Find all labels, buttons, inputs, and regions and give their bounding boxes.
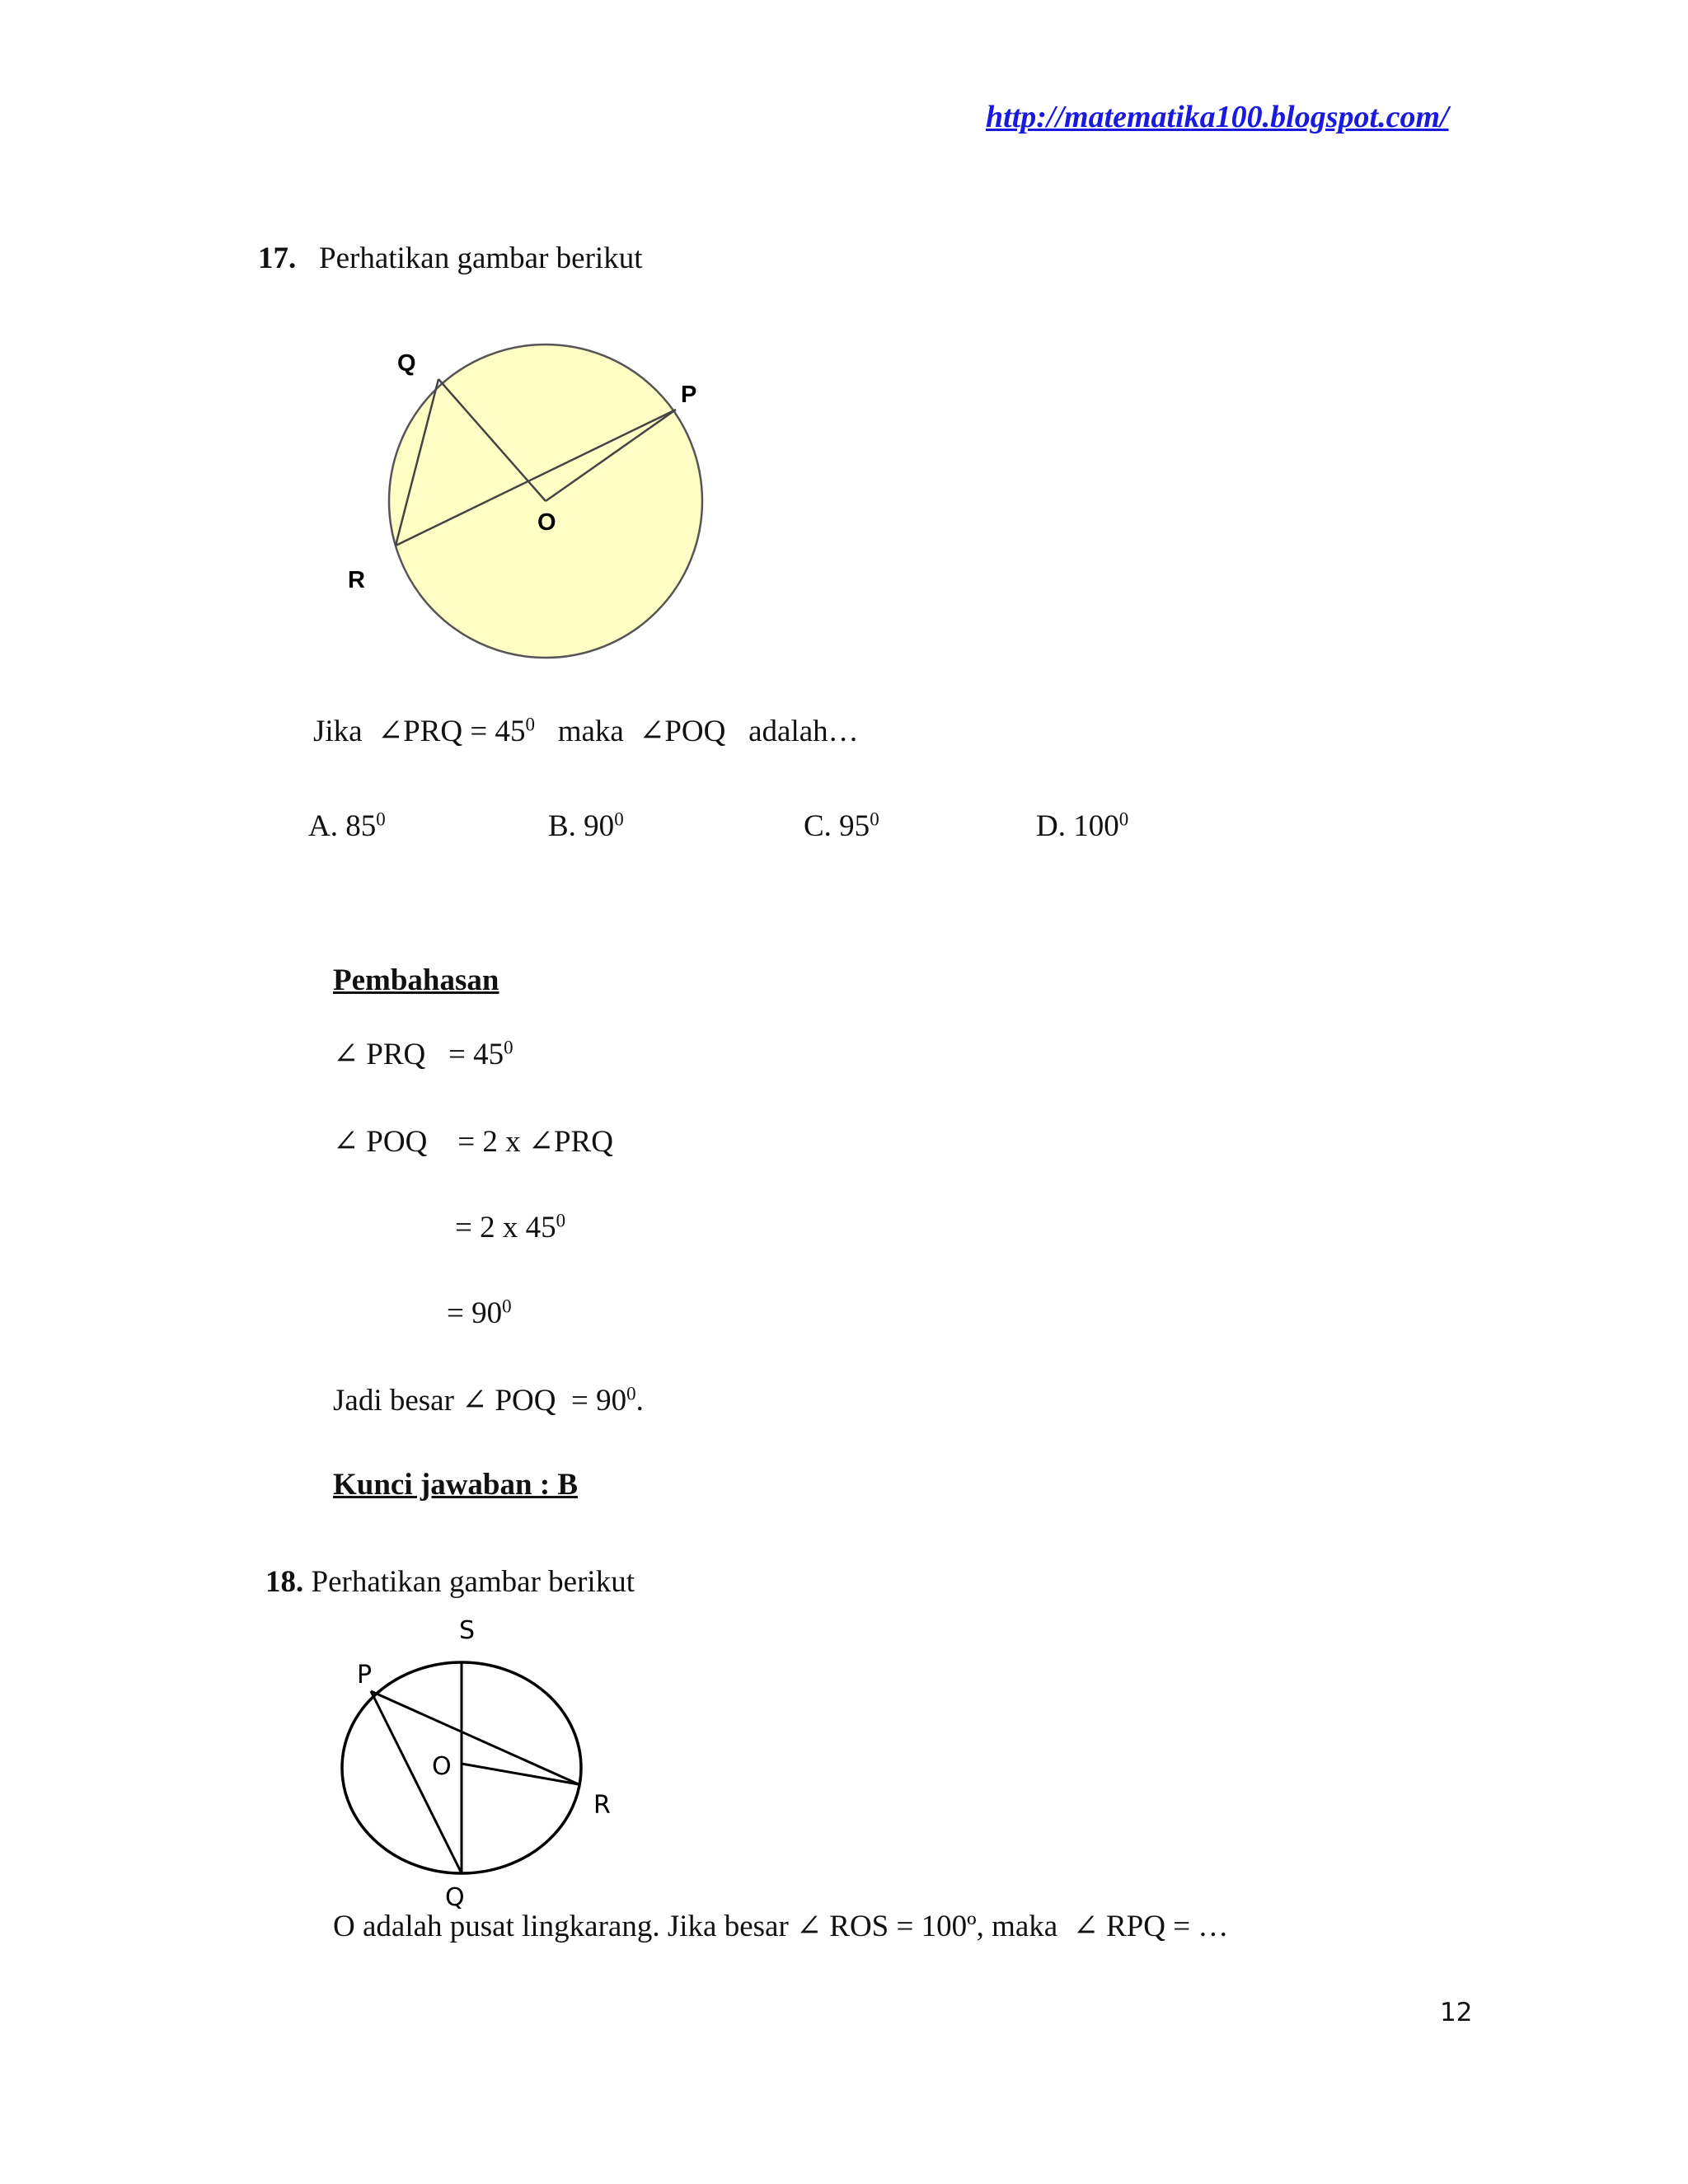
angle-symbol: ∠ bbox=[796, 1910, 823, 1943]
q17-option-a-label: A. 85 bbox=[308, 809, 377, 843]
q17-option-b-label: B. 90 bbox=[548, 809, 615, 843]
q17-solution-line2-right: PRQ bbox=[553, 1125, 613, 1159]
q17-solution-line2 bbox=[333, 1126, 613, 1160]
q17-label-q: Q bbox=[397, 350, 416, 377]
q17-answer-key: Kunci jawaban : B bbox=[333, 1468, 579, 1502]
degree-sup: 0 bbox=[376, 808, 386, 830]
q17-conclusion-prefix: Jadi besar bbox=[333, 1384, 454, 1418]
q17-label-r: R bbox=[348, 567, 365, 593]
q18-question-angle2: RPQ = … bbox=[1106, 1910, 1229, 1943]
q18-label-s: S bbox=[459, 1616, 476, 1645]
degree-sup: 0 bbox=[614, 808, 624, 830]
q17-solution-line2-eq: = 2 x bbox=[457, 1125, 521, 1159]
q17-solution-heading: Pembahasan bbox=[333, 963, 499, 997]
q17-question-angle2: POQ bbox=[664, 715, 726, 748]
q18-question-angle1: ROS = 100º, maka bbox=[829, 1910, 1058, 1943]
q17-option-c-label: C. 95 bbox=[804, 809, 870, 843]
q17-number: 17. bbox=[258, 241, 297, 275]
q17-conclusion-end: . bbox=[635, 1384, 644, 1418]
q17-option-d bbox=[1036, 810, 1128, 844]
q18-label-o: O bbox=[432, 1752, 452, 1781]
q17-question bbox=[313, 715, 859, 749]
q17-option-b bbox=[548, 810, 624, 844]
q17-option-a bbox=[308, 810, 386, 844]
q18-label-q: Q bbox=[445, 1883, 465, 1912]
q17-conclusion-angle: POQ bbox=[495, 1384, 556, 1418]
q17-solution-line3-eq: = 2 x 45 bbox=[455, 1211, 556, 1244]
q18-heading bbox=[265, 1566, 635, 1600]
degree-sup: 0 bbox=[626, 1383, 636, 1404]
angle-symbol: ∠ bbox=[639, 715, 665, 748]
angle-symbol: ∠ bbox=[1072, 1910, 1099, 1943]
angle-symbol: ∠ bbox=[333, 1125, 359, 1159]
degree-sup: 0 bbox=[1118, 808, 1129, 830]
q17-question-middle: maka bbox=[557, 715, 624, 748]
degree-sup: 0 bbox=[504, 1037, 513, 1058]
q18-circle-figure bbox=[330, 1615, 643, 1920]
q17-label-p: P bbox=[681, 382, 697, 408]
q17-conclusion-eq: = 90 bbox=[570, 1384, 627, 1418]
angle-symbol: ∠ bbox=[528, 1125, 554, 1159]
q17-solution-line3 bbox=[455, 1212, 565, 1245]
q17-heading bbox=[258, 242, 642, 276]
q18-number: 18. bbox=[265, 1565, 304, 1599]
q17-label-o: O bbox=[537, 509, 556, 536]
header-url-link[interactable]: http://matematika100.blogspot.com/ bbox=[986, 100, 1449, 134]
angle-symbol: ∠ bbox=[333, 1038, 359, 1071]
degree-sup: 0 bbox=[870, 808, 879, 830]
q17-question-suffix: adalah… bbox=[748, 715, 859, 748]
degree-sup: 0 bbox=[525, 714, 535, 735]
q17-question-prefix: Jika bbox=[313, 715, 363, 748]
q17-question-angle1: PRQ = 45 bbox=[403, 715, 526, 748]
q17-solution-line1-left: PRQ bbox=[366, 1038, 426, 1071]
q17-solution-conclusion bbox=[333, 1385, 644, 1418]
q17-solution-line2-left: POQ bbox=[366, 1125, 428, 1159]
q17-solution-line1-eq: = 45 bbox=[448, 1038, 504, 1071]
q18-question bbox=[333, 1910, 1228, 1944]
q17-solution-line4 bbox=[447, 1297, 512, 1331]
q18-question-prefix: O adalah pusat lingkarang. Jika besar bbox=[333, 1910, 789, 1943]
q18-prompt: Perhatikan gambar berikut bbox=[311, 1565, 635, 1599]
q17-solution-line1 bbox=[333, 1038, 513, 1072]
degree-sup: 0 bbox=[556, 1210, 566, 1231]
degree-sup: 0 bbox=[502, 1296, 512, 1317]
q17-solution-line4-eq: = 90 bbox=[447, 1296, 503, 1330]
q17-option-d-label: D. 100 bbox=[1036, 809, 1119, 843]
q18-label-r: R bbox=[593, 1791, 611, 1820]
q17-circle-figure bbox=[330, 330, 725, 684]
q17-prompt: Perhatikan gambar berikut bbox=[319, 241, 643, 275]
page-number: 12 bbox=[1440, 1998, 1473, 2027]
angle-symbol: ∠ bbox=[377, 715, 404, 748]
q17-option-c bbox=[804, 810, 879, 844]
q18-label-p: P bbox=[357, 1661, 373, 1690]
angle-symbol: ∠ bbox=[462, 1384, 488, 1418]
